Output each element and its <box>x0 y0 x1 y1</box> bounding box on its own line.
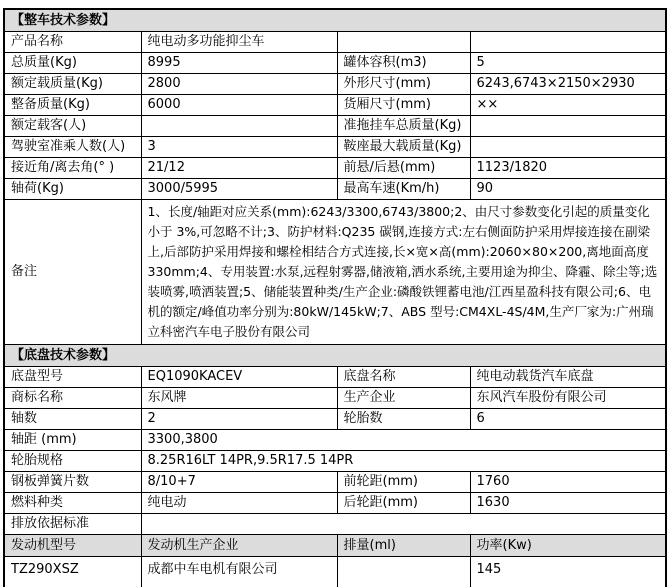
value-tank-volume: 5 <box>470 52 666 73</box>
section-title-chassis-params: 【底盘技术参数】 <box>4 344 666 366</box>
col-head-engine-model: 发动机型号 <box>4 534 141 556</box>
col-head-engine-manufacturer: 发动机生产企业 <box>141 534 337 556</box>
value-fuel-type: 纯电动 <box>141 492 337 513</box>
table-row <box>4 513 666 534</box>
label-tank-volume: 罐体容积(m3) <box>337 52 470 73</box>
label-dimensions: 外形尺寸(mm) <box>337 73 470 94</box>
table-row <box>4 450 666 471</box>
value-engine-manufacturer: 成都中车电机有限公司 <box>141 556 337 587</box>
spec-table-body <box>4 9 666 587</box>
label-gross-mass: 总质量(Kg) <box>4 52 141 73</box>
label-product-name: 产品名称 <box>4 31 141 52</box>
value-curb-weight: 6000 <box>141 94 337 115</box>
value-front-track: 1760 <box>470 471 666 492</box>
col-head-power: 功率(Kw) <box>470 534 666 556</box>
label-wheelbase: 轴距 (mm) <box>4 429 141 450</box>
label-cargo-box-size: 货厢尺寸(mm) <box>337 94 470 115</box>
table-row <box>4 408 666 429</box>
value-rear-track: 1630 <box>470 492 666 513</box>
table-row <box>4 52 666 73</box>
value-cargo-box-size: ×× <box>470 94 666 115</box>
value-tire-spec: 8.25R16LT 14PR,9.5R17.5 14PR <box>141 450 666 471</box>
col-head-displacement: 排量(ml) <box>337 534 470 556</box>
table-row <box>4 31 666 52</box>
label-axle-load: 轴荷(Kg) <box>4 178 141 199</box>
value-manufacturer: 东风汽车股份有限公司 <box>470 387 666 408</box>
table-row <box>4 366 666 387</box>
value-max-speed: 90 <box>470 178 666 199</box>
label-front-track: 前轮距(mm) <box>337 471 470 492</box>
table-row <box>4 492 666 513</box>
spec-table <box>3 8 667 587</box>
label-emission-standard: 排放依据标准 <box>4 513 141 534</box>
value-tire-count: 6 <box>470 408 666 429</box>
label-rear-track: 后轮距(mm) <box>337 492 470 513</box>
label-rated-passengers: 额定载客(人) <box>4 115 141 136</box>
table-row <box>4 429 666 450</box>
value-axle-load: 3000/5995 <box>141 178 337 199</box>
label-curb-weight: 整备质量(Kg) <box>4 94 141 115</box>
table-row <box>4 199 666 344</box>
label-rated-load: 额定载质量(Kg) <box>4 73 141 94</box>
label-chassis-name: 底盘名称 <box>337 366 470 387</box>
table-row <box>4 136 666 157</box>
value-dimensions: 6243,6743×2150×2930 <box>470 73 666 94</box>
value-trailer-mass <box>470 115 666 136</box>
label-approach-departure-angle: 接近角/离去角(° ) <box>4 157 141 178</box>
label-axle-count: 轴数 <box>4 408 141 429</box>
table-row <box>4 73 666 94</box>
value-gross-mass: 8995 <box>141 52 337 73</box>
label-trailer-mass: 准拖挂车总质量(Kg) <box>337 115 470 136</box>
value-approach-departure-angle: 21/12 <box>141 157 337 178</box>
value-emission-standard <box>141 513 666 534</box>
table-row <box>4 534 666 556</box>
value-remarks: 1、长度/轴距对应关系(mm):6243/3300,6743/3800;2、由尺寸参数变化引起的质量变化小于 3%,可忽略不计;3、防护材料:Q235 碳钢,连接方式:左右侧面防护采用焊接连接在副梁上,后部防护采用焊接和螺栓相结合方式连接,长×宽×高(mm):2060×80×200,离地面高度 330mm;4、专用装置:水泵,远程射雾器,储液箱,洒水系统,主要用途为抑尘、降霾、除尘等;选装喷雾,喷洒装置;5、储能装置种类/生产企业:磷酸铁锂蓄电池/江西星盈科技有限公司;6、电机的额定/峰值功率分别为:80kW/145kW;7、ABS 型号:CM4XL-4S/4M,生产厂家为:广州瑞立科密汽车电子股份有限公司 <box>141 199 666 344</box>
value-engine-model: TZ290XSZ <box>4 556 141 587</box>
label-front-rear-overhang: 前悬/后悬(mm) <box>337 157 470 178</box>
section-title-vehicle-params: 【整车技术参数】 <box>4 9 666 31</box>
label-cab-seating: 驾驶室准乘人数(人) <box>4 136 141 157</box>
value-chassis-name: 纯电动载货汽车底盘 <box>470 366 666 387</box>
label-remarks: 备注 <box>4 199 141 344</box>
label-tire-spec: 轮胎规格 <box>4 450 141 471</box>
value-axle-count: 2 <box>141 408 337 429</box>
label-max-speed: 最高车速(Km/h) <box>337 178 470 199</box>
label-leaf-spring-count: 钢板弹簧片数 <box>4 471 141 492</box>
value-front-rear-overhang: 1123/1820 <box>470 157 666 178</box>
value-chassis-model: EQ1090KACEV <box>141 366 337 387</box>
value-wheelbase: 3300,3800 <box>141 429 666 450</box>
value-empty <box>470 31 666 52</box>
label-empty <box>337 31 470 52</box>
table-row <box>4 178 666 199</box>
table-row <box>4 157 666 178</box>
label-fuel-type: 燃料种类 <box>4 492 141 513</box>
value-displacement <box>337 556 470 587</box>
table-row <box>4 115 666 136</box>
label-chassis-model: 底盘型号 <box>4 366 141 387</box>
table-row <box>4 471 666 492</box>
label-brand-name: 商标名称 <box>4 387 141 408</box>
label-saddle-load: 鞍座最大载质量(Kg) <box>337 136 470 157</box>
table-row <box>4 556 666 587</box>
value-product-name: 纯电动多功能抑尘车 <box>141 31 337 52</box>
value-power: 145 <box>470 556 666 587</box>
value-saddle-load <box>470 136 666 157</box>
label-manufacturer: 生产企业 <box>337 387 470 408</box>
value-rated-passengers <box>141 115 337 136</box>
value-rated-load: 2800 <box>141 73 337 94</box>
value-cab-seating: 3 <box>141 136 337 157</box>
table-row <box>4 94 666 115</box>
value-brand-name: 东风牌 <box>141 387 337 408</box>
value-leaf-spring-count: 8/10+7 <box>141 471 337 492</box>
table-row <box>4 387 666 408</box>
label-tire-count: 轮胎数 <box>337 408 470 429</box>
